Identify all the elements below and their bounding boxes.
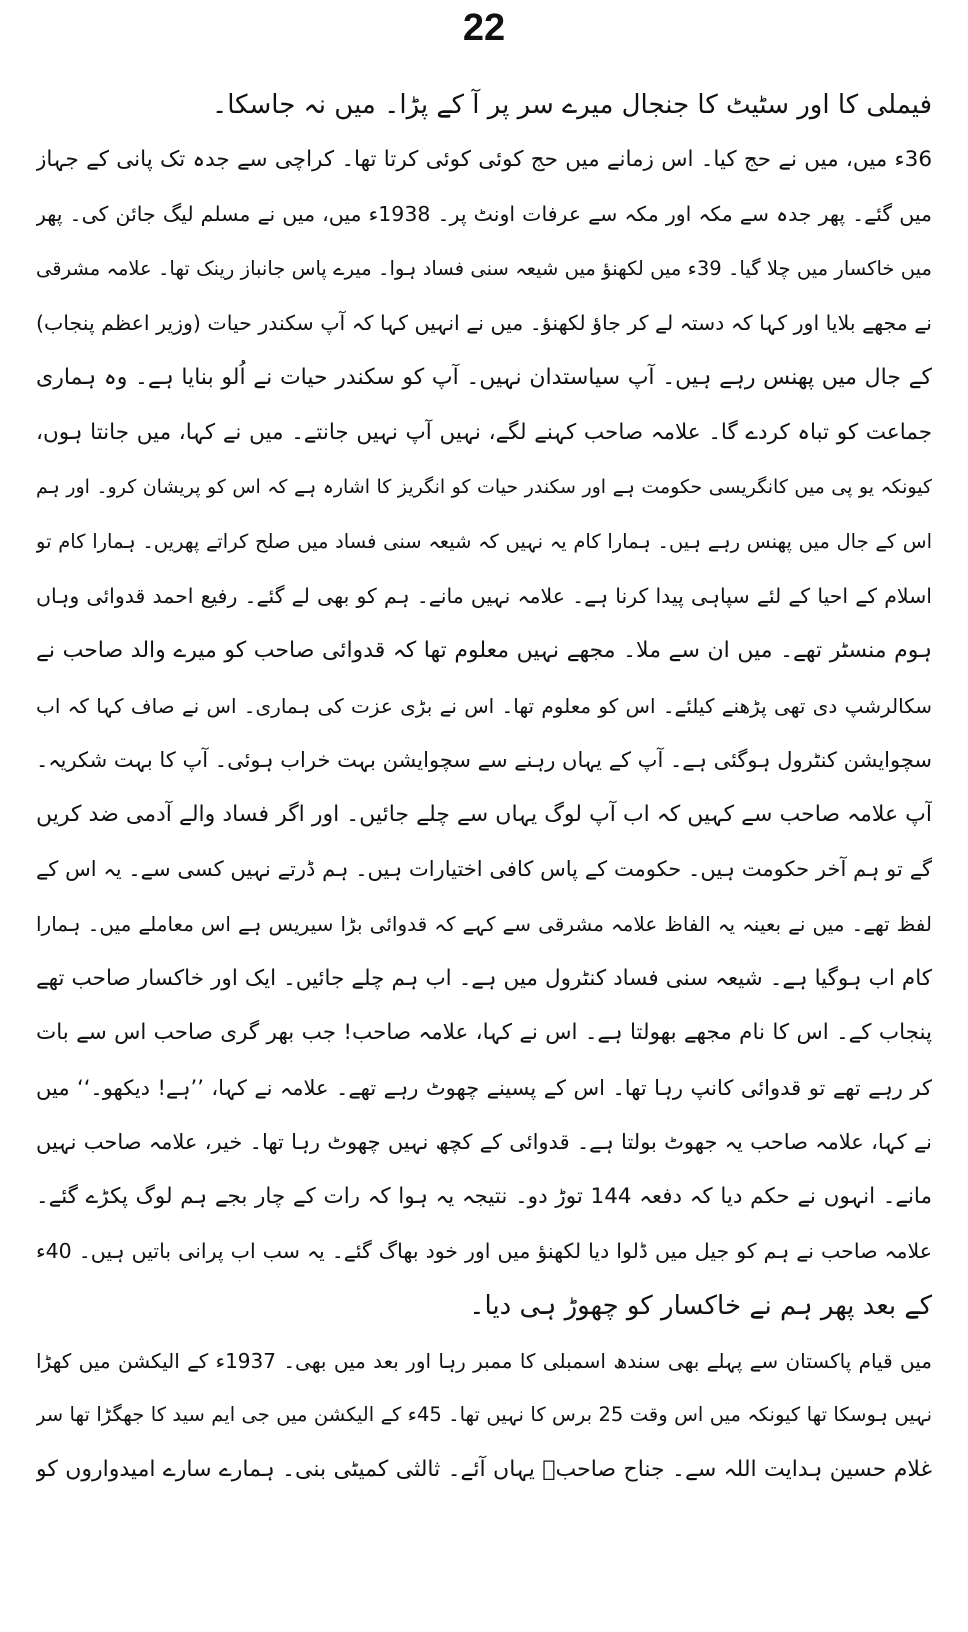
text-line: غلام حسین ہدایت اللہ سے۔ جناح صاحبؒ یہاں آئے۔ ثالثی کمیٹی بنی۔ ہمارے سارے امیدواروں کو (36, 1456, 932, 1482)
text-line: نے کہا، علامہ صاحب یہ جھوٹ بولتا ہے۔ قدوائی کے کچھ نہیں چھوٹ رہا تھا۔ خیر، علامہ صاحب نہیں (36, 1130, 932, 1155)
text-line: لفظ تھے۔ میں نے بعینہ یہ الفاظ علامہ مشرقی سے کہے کہ قدوائی بڑا سیریس ہے اس معاملے میں۔ ہمارا (36, 911, 932, 936)
text-line: کے جال میں پھنس رہے ہیں۔ آپ سیاستدان نہیں۔ آپ کو سکندر حیات نے اُلو بنایا ہے۔ وہ ہماری (36, 364, 932, 390)
text-line: کیونکہ یو پی میں کانگریسی حکومت ہے اور سکندر حیات کو انگریز کا اشارہ ہے کہ اس کو پریشان کرو۔ اور ہم (36, 476, 932, 499)
text-line: جماعت کو تباہ کردے گا۔ علامہ صاحب کہنے لگے، نہیں آپ نہیں جانتے۔ میں نے کہا، میں جانتا ہوں، (36, 419, 932, 445)
text-line: علامہ صاحب نے ہم کو جیل میں ڈلوا دیا لکھنؤ میں اور خود بھاگ گئے۔ یہ سب اب پرانی باتیں ہیں۔ 40ء (36, 1239, 932, 1264)
page-number: 22 (462, 7, 506, 49)
text-line: نے مجھے بلایا اور کہا کہ دستہ لے کر جاؤ لکھنؤ۔ میں نے انہیں کہا کہ آپ سکندر حیات (وزیر اعظم پنجاب) (36, 311, 932, 336)
text-line: گے تو ہم آخر حکومت ہیں۔ حکومت کے پاس کافی اختیارات ہیں۔ ہم ڈرتے نہیں کسی سے۔ یہ اس کے (36, 857, 932, 882)
text-line: اس کے جال میں پھنس رہے ہیں۔ ہمارا کام یہ نہیں کہ شیعہ سنی فساد میں صلح کراتے پھریں۔ ہمارا کام تو (36, 529, 932, 553)
text-line: کر رہے تھے تو قدوائی کانپ رہا تھا۔ اس کے پسینے چھوٹ رہے تھے۔ علامہ نے کہا، ’’ہے! دیکھو۔‘‘ میں (36, 1075, 932, 1100)
text-line: میں گئے۔ پھر جدہ سے مکہ اور مکہ سے عرفات اونٹ پر۔ 1938ء میں، میں نے مسلم لیگ جائن کی۔ پھر (36, 202, 932, 227)
text-line: پنجاب کے۔ اس کا نام مجھے بھولتا ہے۔ اس نے کہا، علامہ صاحب! جب بھر گری صاحب اس سے بات (36, 1020, 932, 1046)
text-line: سچوایشن کنٹرول ہوگئی ہے۔ آپ کے یہاں رہنے سے سچوایشن بہت خراب ہوئی۔ آپ کا بہت شکریہ۔ (36, 748, 932, 773)
text-line: اسلام کے احیا کے لئے سپاہی پیدا کرنا ہے۔ علامہ نہیں مانے۔ ہم کو بھی لے گئے۔ رفیع احمد قدوائی وہاں (36, 584, 932, 609)
text-line: مانے۔ انہوں نے حکم دیا کہ دفعہ 144 توڑ دو۔ نتیجہ یہ ہوا کہ رات کے چار بجے ہم لوگ پکڑے گئے۔ (36, 1183, 932, 1209)
text-line: میں قیام پاکستان سے پہلے بھی سندھ اسمبلی کا ممبر رہا اور بعد میں بھی۔ 1937ء کے الیکشن میں کھڑا (36, 1348, 932, 1373)
text-line: کام اب ہوگیا ہے۔ شیعہ سنی فساد کنٹرول میں ہے۔ اب ہم چلے جائیں۔ ایک اور خاکسار صاحب تھے (36, 965, 932, 991)
text-line: نہیں ہوسکا تھا کیونکہ میں اس وقت 25 برس کا نہیں تھا۔ 45ء کے الیکشن میں جی ایم سید کا جھگڑا تھا سر (36, 1403, 932, 1427)
text-line: ہوم منسٹر تھے۔ میں ان سے ملا۔ مجھے نہیں معلوم تھا کہ قدوائی صاحب کو میرے والد صاحب نے (36, 637, 932, 663)
body-text (36, 78, 932, 1497)
text-line: کے بعد پھر ہم نے خاکسار کو چھوڑ ہی دیا۔ (469, 1291, 932, 1322)
text-line: آپ علامہ صاحب سے کہیں کہ اب آپ لوگ یہاں سے چلے جائیں۔ اور اگر فساد والے آدمی ضد کریں (36, 801, 932, 827)
text-line: فیملی کا اور سٹیٹ کا جنجال میرے سر پر آ کے پڑا۔ میں نہ جاسکا۔ (211, 90, 932, 120)
text-line: سکالرشپ دی تھی پڑھنے کیلئے۔ اس کو معلوم تھا۔ اس نے بڑی عزت کی ہماری۔ اس نے صاف کہا کہ اب (36, 693, 932, 718)
text-line: میں خاکسار میں چلا گیا۔ 39ء میں لکھنؤ میں شیعہ سنی فساد ہوا۔ میرے پاس جانباز رینک تھا۔ علامہ مشرقی (36, 256, 932, 280)
text-line: 36ء میں، میں نے حج کیا۔ اس زمانے میں حج کوئی کوئی کرتا تھا۔ کراچی سے جدہ تک پانی کے جہاز (36, 146, 932, 172)
